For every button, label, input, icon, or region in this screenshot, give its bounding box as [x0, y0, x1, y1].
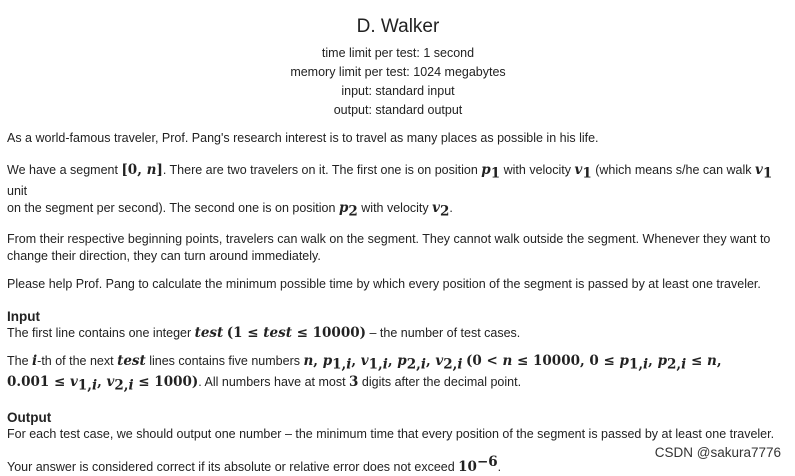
statement-paragraph-1: As a world-famous traveler, Prof. Pang's research interest is to travel as many places as possible in his life. [7, 131, 599, 145]
statement-paragraph-3: From their respective beginning points, travelers can walk on the segment. They cannot walk outside the segment. Whenever they want to change their direction, they can turn around immediately. [7, 232, 771, 263]
input-heading: Input [7, 309, 40, 324]
input-spec: input: standard input [341, 84, 455, 98]
problem-page [7, 0, 789, 476]
statement-paragraph-4: Please help Prof. Pang to calculate the minimum possible time by which every position of the segment is passed by at least one traveler. [7, 277, 761, 291]
output-heading: Output [7, 410, 52, 425]
statement-paragraph-2: We have a segment [0, n]. There are two travelers on it. The first one is on position $p_1$ with velocity $v_1$ (which means s/he can walk $v_1$ unit on the segment per second). The second one is on position $p_2$ with velocity $v_2$. [7, 162, 773, 219]
memory-limit: memory limit per test: 1024 megabytes [290, 65, 506, 79]
output-line-1: For each test case, we should output one number – the minimum time that every position of the segment is passed by at least one traveler. [7, 427, 775, 441]
problem-limits [7, 44, 789, 120]
problem-header [7, 15, 789, 120]
input-line-1: The first line contains one integer test (1 ≤ test ≤ 10000) – the number of test cases. [7, 325, 521, 341]
input-line-2: The i-th of the next test lines contains five numbers n, $p_{1,i}$, $v_{1,i}$, $p_{2,i}$, $v_{2,i}$ (0 < n ≤ 10000, $0 \le p_{1,i}$, $p_{2,i} \le n$, $0.001 \le v_{1,i}$, $v_{2,i} \le 1000$). All numbers have at most 3 digits after the decimal point. [7, 353, 722, 393]
csdn-watermark: CSDN @sakura7776 [654, 445, 781, 460]
output-spec: output: standard output [333, 103, 463, 117]
problem-title: D. Walker [356, 16, 440, 37]
time-limit: time limit per test: 1 second [321, 46, 475, 60]
output-line-2: Your answer is considered correct if its absolute or relative error does not exceed $10^{-6}$. [7, 454, 502, 476]
